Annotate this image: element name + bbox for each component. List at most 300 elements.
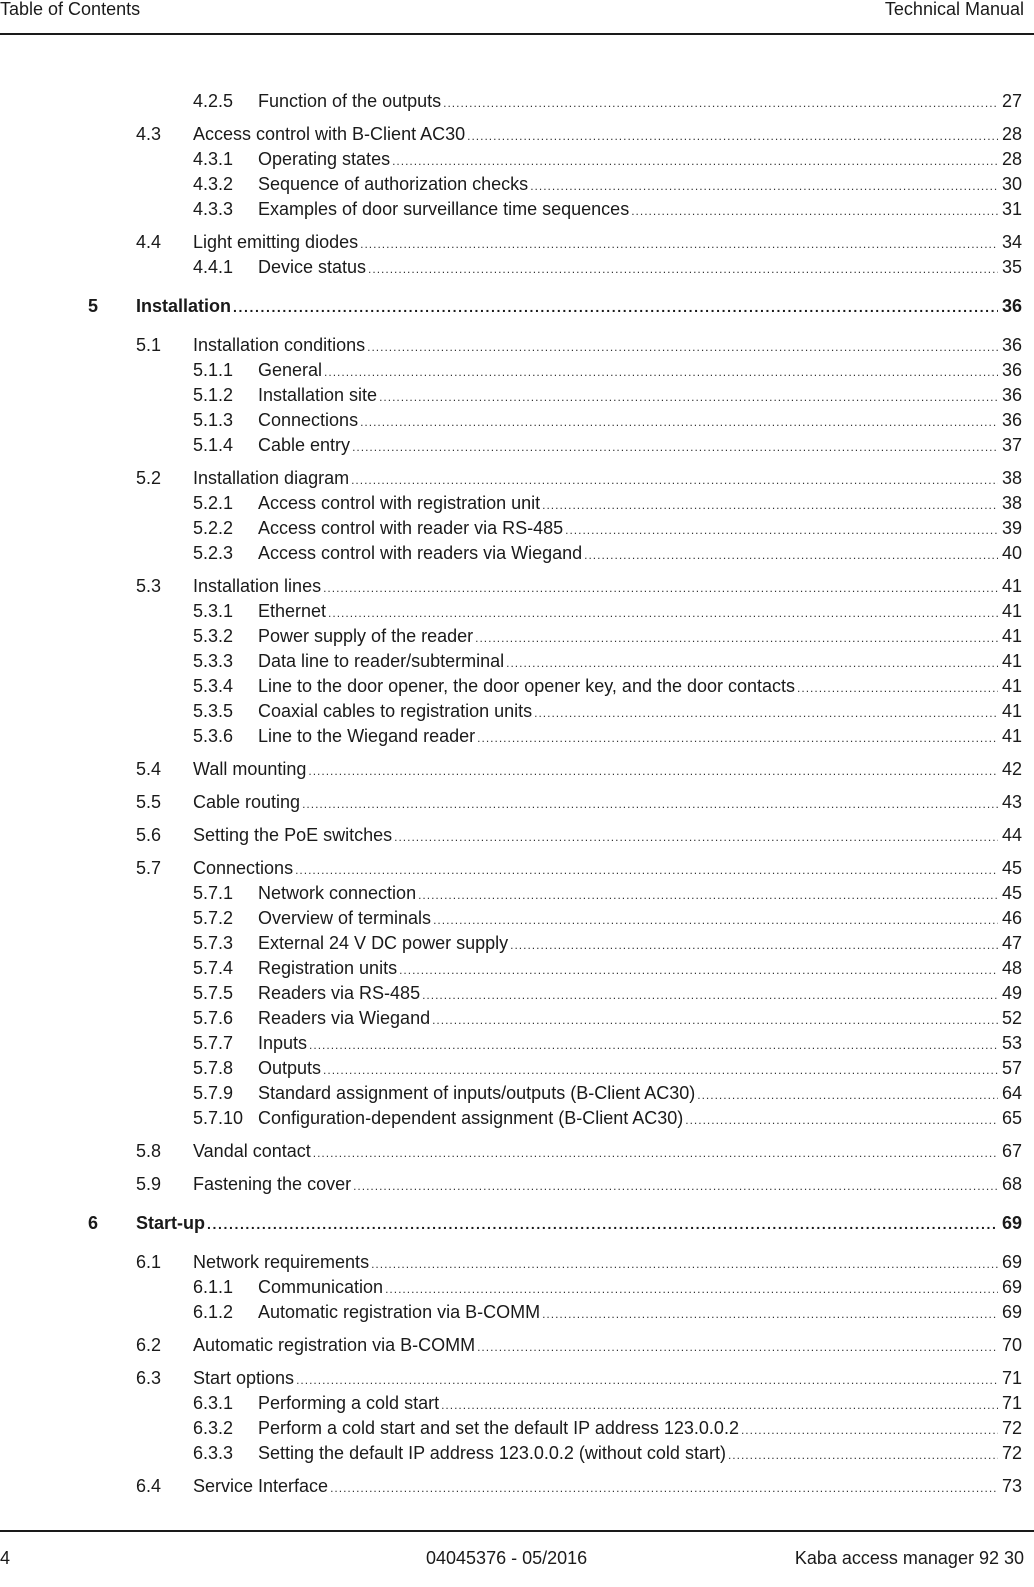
- toc-entry-number: 5.2.1: [193, 493, 234, 513]
- toc-entry-page[interactable]: 69: [1001, 1302, 1022, 1322]
- toc-dot-leader: [351, 468, 998, 493]
- toc-entry-title[interactable]: Fastening the cover: [193, 1174, 352, 1194]
- toc-entry-number: 5.7.8: [193, 1058, 234, 1078]
- toc-entry-title[interactable]: General: [258, 360, 323, 380]
- toc-entry-title[interactable]: Start-up: [136, 1213, 205, 1233]
- toc-entry-page[interactable]: 28: [1001, 124, 1022, 144]
- toc-entry-line: [258, 649, 1022, 676]
- toc-dot-leader: [313, 1141, 998, 1166]
- toc-entry-title[interactable]: Readers via Wiegand: [258, 1008, 431, 1028]
- toc-entry-5-3-5[interactable]: [0, 699, 1034, 724]
- toc-entry-number: 6.3.2: [193, 1418, 234, 1438]
- toc-entry-line: [193, 1474, 1022, 1501]
- toc-entry-line: [193, 1250, 1022, 1277]
- toc-entry-6-1-1[interactable]: [0, 1275, 1034, 1300]
- toc-entry-5-1-4[interactable]: [0, 433, 1034, 458]
- toc-entry-title[interactable]: Setting the default IP address 123.0.0.2 (without cold start): [258, 1443, 726, 1463]
- toc-entry-5-1[interactable]: [0, 333, 1034, 358]
- toc-dot-leader: [330, 1476, 998, 1501]
- toc-dot-leader: [360, 232, 998, 257]
- toc-entry-title[interactable]: Outputs: [258, 1058, 322, 1078]
- toc-entry-page[interactable]: 27: [1001, 91, 1022, 111]
- toc-entry-line: [193, 856, 1022, 883]
- toc-entry-line: [258, 1056, 1022, 1083]
- toc-entry-line: [193, 466, 1022, 493]
- toc-entry-5-1-1[interactable]: [0, 358, 1034, 383]
- toc-entry-number: 5.3.2: [193, 626, 234, 646]
- toc-dot-leader: [296, 1368, 998, 1393]
- toc-entry-number: 5.1.2: [193, 385, 234, 405]
- toc-entry-5-7-2[interactable]: [0, 906, 1034, 931]
- toc-entry-line: [258, 956, 1022, 983]
- toc-entry-line: [258, 724, 1022, 751]
- toc-entry-title[interactable]: Installation site: [258, 385, 378, 405]
- toc-dot-leader: [510, 933, 998, 958]
- toc-dot-leader: [565, 518, 998, 543]
- toc-entry-5-7-5[interactable]: [0, 981, 1034, 1006]
- toc-entry-number: 4.3.1: [193, 149, 234, 169]
- toc-entry-6-1[interactable]: [0, 1250, 1034, 1275]
- toc-entry-5-3-3[interactable]: [0, 649, 1034, 674]
- toc-entry-title[interactable]: Power supply of the reader: [258, 626, 474, 646]
- toc-entry-5-1-2[interactable]: [0, 383, 1034, 408]
- toc-entry-page[interactable]: 34: [1001, 232, 1022, 252]
- toc-entry-5-9[interactable]: [0, 1172, 1034, 1197]
- toc-dot-leader: [323, 1058, 998, 1083]
- toc-entry-6-3-3[interactable]: [0, 1441, 1034, 1466]
- toc-entry-title[interactable]: Coaxial cables to registration units: [258, 701, 533, 721]
- toc-dot-leader: [728, 1443, 998, 1468]
- toc-entry-number: 5.1: [136, 335, 162, 355]
- toc-entry-page[interactable]: 42: [1001, 759, 1022, 779]
- toc-entry-page[interactable]: 68: [1001, 1174, 1022, 1194]
- toc-entry-page[interactable]: 71: [1001, 1368, 1022, 1388]
- toc-entry-line: [258, 1106, 1022, 1133]
- toc-entry-page[interactable]: 64: [1001, 1083, 1022, 1103]
- toc-entry-line: [258, 516, 1022, 543]
- toc-entry-page[interactable]: 71: [1001, 1393, 1022, 1413]
- toc-entry-title[interactable]: Line to the door opener, the door opener key, and the door contacts: [258, 676, 796, 696]
- toc-entry-line: [193, 790, 1022, 817]
- toc-entry-line: [258, 172, 1022, 199]
- toc-entry-page[interactable]: 47: [1001, 933, 1022, 953]
- toc-dot-leader: [233, 295, 998, 320]
- toc-entry-title[interactable]: Start options: [193, 1368, 295, 1388]
- toc-entry-line: [193, 230, 1022, 257]
- toc-entry-title[interactable]: Installation conditions: [193, 335, 366, 355]
- toc-entry-line: [258, 624, 1022, 651]
- toc-entry-5-7-7[interactable]: [0, 1031, 1034, 1056]
- toc-entry-number: 5.7.7: [193, 1033, 234, 1053]
- toc-dot-leader: [399, 958, 998, 983]
- toc-dot-leader: [308, 759, 998, 784]
- toc-entry-line: [258, 433, 1022, 460]
- toc-entry-5-3-6[interactable]: [0, 724, 1034, 749]
- toc-entry-line: [258, 89, 1022, 116]
- toc-entry-line: [193, 122, 1022, 149]
- toc-entry-line: [193, 1333, 1022, 1360]
- toc-entry-line: [258, 699, 1022, 726]
- toc-entry-title[interactable]: Network requirements: [193, 1252, 370, 1272]
- toc-entry-page[interactable]: 48: [1001, 958, 1022, 978]
- toc-entry-number: 5.1.4: [193, 435, 234, 455]
- toc-entry-6[interactable]: [0, 1211, 1034, 1236]
- toc-entry-title[interactable]: Readers via RS-485: [258, 983, 421, 1003]
- toc-dot-leader: [360, 410, 998, 435]
- toc-entry-number: 5.7.2: [193, 908, 234, 928]
- toc-entry-6-1-2[interactable]: [0, 1300, 1034, 1325]
- toc-dot-leader: [352, 435, 998, 460]
- toc-entry-title[interactable]: Connections: [193, 858, 294, 878]
- toc-entry-5-3-4[interactable]: [0, 674, 1034, 699]
- page-footer: [0, 1530, 1034, 1587]
- toc-entry-line: [193, 1172, 1022, 1199]
- toc-entry-page[interactable]: 72: [1001, 1443, 1022, 1463]
- toc-entry-page[interactable]: 35: [1001, 257, 1022, 277]
- toc-entry-page[interactable]: 41: [1001, 701, 1022, 721]
- toc-entry-page[interactable]: 69: [1001, 1213, 1022, 1233]
- toc-entry-title[interactable]: Access control with reader via RS-485: [258, 518, 564, 538]
- toc-entry-number: 5.3: [136, 576, 162, 596]
- toc-entry-number: 5.7.4: [193, 958, 234, 978]
- toc-dot-leader: [797, 676, 998, 701]
- toc-entry-page[interactable]: 36: [1001, 385, 1022, 405]
- toc-entry-number: 5.9: [136, 1174, 162, 1194]
- toc-entry-title[interactable]: Light emitting diodes: [193, 232, 359, 252]
- toc-dot-leader: [443, 91, 998, 116]
- toc-entry-number: 5.7.3: [193, 933, 234, 953]
- toc-entry-4-4[interactable]: [0, 230, 1034, 255]
- toc-entry-page[interactable]: 36: [1001, 410, 1022, 430]
- toc-entry-number: 5.3.5: [193, 701, 234, 721]
- toc-entry-number: 5.7.6: [193, 1008, 234, 1028]
- toc-dot-leader: [685, 1108, 998, 1133]
- toc-entry-number: 5.5: [136, 792, 162, 812]
- toc-entry-title[interactable]: Perform a cold start and set the default IP address 123.0.0.2: [258, 1418, 739, 1438]
- toc-entry-5-1-3[interactable]: [0, 408, 1034, 433]
- toc-entry-5-7-10[interactable]: [0, 1106, 1034, 1131]
- toc-entry-number: 6.3.3: [193, 1443, 234, 1463]
- toc-dot-leader: [584, 543, 998, 568]
- toc-entry-5-4[interactable]: [0, 757, 1034, 782]
- toc-entry-5-7-8[interactable]: [0, 1056, 1034, 1081]
- toc-dot-leader: [697, 1083, 998, 1108]
- toc-entry-line: [258, 906, 1022, 933]
- toc-entry-line: [258, 881, 1022, 908]
- toc-dot-leader: [477, 1335, 998, 1360]
- toc-entry-title[interactable]: Overview of terminals: [258, 908, 432, 928]
- toc-entry-line: [258, 255, 1022, 282]
- toc-entry-page[interactable]: 41: [1001, 651, 1022, 671]
- toc-entry-page[interactable]: 40: [1001, 543, 1022, 563]
- toc-dot-leader: [422, 983, 998, 1008]
- toc-entry-5-5[interactable]: [0, 790, 1034, 815]
- toc-dot-leader: [371, 1252, 998, 1277]
- toc-entry-6-3[interactable]: [0, 1366, 1034, 1391]
- table-of-contents: [0, 89, 1034, 1499]
- toc-dot-leader: [394, 825, 998, 850]
- toc-entry-line: [258, 674, 1022, 701]
- toc-entry-title[interactable]: Automatic registration via B-COMM: [193, 1335, 476, 1355]
- toc-entry-title[interactable]: Sequence of authorization checks: [258, 174, 529, 194]
- toc-entry-number: 5.3.1: [193, 601, 234, 621]
- toc-entry-page[interactable]: 41: [1001, 726, 1022, 746]
- toc-entry-page[interactable]: 57: [1001, 1058, 1022, 1078]
- toc-entry-page[interactable]: 69: [1001, 1252, 1022, 1272]
- toc-entry-line: [258, 197, 1022, 224]
- toc-entry-page[interactable]: 52: [1001, 1008, 1022, 1028]
- toc-entry-6-3-1[interactable]: [0, 1391, 1034, 1416]
- toc-entry-title[interactable]: Line to the Wiegand reader: [258, 726, 476, 746]
- toc-entry-number: 4.4.1: [193, 257, 234, 277]
- toc-entry-page[interactable]: 65: [1001, 1108, 1022, 1128]
- toc-entry-page[interactable]: 45: [1001, 858, 1022, 878]
- toc-entry-title[interactable]: Examples of door surveillance time sequences: [258, 199, 630, 219]
- toc-dot-leader: [631, 199, 998, 224]
- toc-entry-title[interactable]: Device status: [258, 257, 367, 277]
- toc-entry-page[interactable]: 38: [1001, 493, 1022, 513]
- toc-entry-line: [258, 1300, 1022, 1327]
- toc-entry-page[interactable]: 37: [1001, 435, 1022, 455]
- toc-entry-line: [193, 757, 1022, 784]
- toc-entry-number: 5.8: [136, 1141, 162, 1161]
- toc-entry-number: 6.2: [136, 1335, 162, 1355]
- toc-entry-5-3-2[interactable]: [0, 624, 1034, 649]
- toc-entry-number: 5.3.3: [193, 651, 234, 671]
- toc-dot-leader: [392, 149, 998, 174]
- toc-entry-line: [258, 383, 1022, 410]
- toc-entry-4-4-1[interactable]: [0, 255, 1034, 280]
- toc-entry-number: 5.7.1: [193, 883, 234, 903]
- toc-entry-number: 6: [88, 1213, 99, 1233]
- toc-entry-number: 5: [88, 296, 99, 316]
- toc-dot-leader: [379, 385, 998, 410]
- toc-entry-number: 6.1.1: [193, 1277, 234, 1297]
- toc-entry-page[interactable]: 41: [1001, 601, 1022, 621]
- toc-entry-line: [193, 823, 1022, 850]
- toc-dot-leader: [530, 174, 998, 199]
- toc-entry-line: [193, 1139, 1022, 1166]
- toc-entry-page[interactable]: 28: [1001, 149, 1022, 169]
- toc-entry-page[interactable]: 46: [1001, 908, 1022, 928]
- toc-entry-title[interactable]: Ethernet: [258, 601, 327, 621]
- toc-entry-number: 4.3.3: [193, 199, 234, 219]
- header-document-title: Technical Manual: [884, 0, 1024, 19]
- toc-dot-leader: [441, 1393, 998, 1418]
- toc-dot-leader: [295, 858, 998, 883]
- toc-entry-page[interactable]: 72: [1001, 1418, 1022, 1438]
- toc-entry-line: [258, 1416, 1022, 1443]
- toc-dot-leader: [467, 124, 998, 149]
- toc-entry-5-3[interactable]: [0, 574, 1034, 599]
- toc-dot-leader: [534, 701, 998, 726]
- toc-dot-leader: [368, 257, 998, 282]
- toc-entry-number: 5.1.1: [193, 360, 234, 380]
- toc-entry-number: 4.2.5: [193, 91, 234, 111]
- toc-entry-line: [193, 333, 1022, 360]
- toc-entry-number: 5.7.5: [193, 983, 234, 1003]
- toc-entry-5-7-6[interactable]: [0, 1006, 1034, 1031]
- toc-entry-title[interactable]: Registration units: [258, 958, 398, 978]
- toc-entry-title[interactable]: Installation lines: [193, 576, 322, 596]
- toc-entry-title[interactable]: Operating states: [258, 149, 391, 169]
- toc-entry-5-7-4[interactable]: [0, 956, 1034, 981]
- toc-dot-leader: [309, 1033, 998, 1058]
- toc-entry-line: [258, 358, 1022, 385]
- toc-dot-leader: [432, 1008, 998, 1033]
- toc-entry-title[interactable]: Function of the outputs: [258, 91, 442, 111]
- toc-dot-leader: [542, 493, 998, 518]
- toc-entry-number: 4.4: [136, 232, 162, 252]
- toc-dot-leader: [302, 792, 998, 817]
- toc-entry-page[interactable]: 36: [1001, 296, 1022, 316]
- toc-entry-5-2-3[interactable]: [0, 541, 1034, 566]
- toc-entry-5-6[interactable]: [0, 823, 1034, 848]
- toc-entry-page[interactable]: 41: [1001, 626, 1022, 646]
- toc-entry-title[interactable]: Data line to reader/subterminal: [258, 651, 505, 671]
- toc-entry-number: 5.7.9: [193, 1083, 234, 1103]
- toc-entry-5-2[interactable]: [0, 466, 1034, 491]
- toc-entry-5-7[interactable]: [0, 856, 1034, 881]
- toc-entry-page[interactable]: 31: [1001, 199, 1022, 219]
- header-section-title: Table of Contents: [0, 0, 141, 19]
- toc-entry-4-2-5[interactable]: [0, 89, 1034, 114]
- toc-entry-number: 5.3.6: [193, 726, 234, 746]
- toc-entry-page[interactable]: 39: [1001, 518, 1022, 538]
- toc-dot-leader: [328, 601, 998, 626]
- toc-entry-5-8[interactable]: [0, 1139, 1034, 1164]
- toc-entry-line: [258, 491, 1022, 518]
- toc-entry-page[interactable]: 49: [1001, 983, 1022, 1003]
- toc-entry-number: 5.1.3: [193, 410, 234, 430]
- toc-entry-title[interactable]: Vandal contact: [193, 1141, 311, 1161]
- toc-entry-5-7-9[interactable]: [0, 1081, 1034, 1106]
- toc-entry-page[interactable]: 36: [1001, 335, 1022, 355]
- toc-entry-title[interactable]: External 24 V DC power supply: [258, 933, 509, 953]
- toc-entry-number: 6.1.2: [193, 1302, 234, 1322]
- toc-dot-leader: [353, 1174, 998, 1199]
- toc-entry-page[interactable]: 36: [1001, 360, 1022, 380]
- toc-entry-title[interactable]: Installation diagram: [193, 468, 350, 488]
- footer-product-name: Kaba access manager 92 30: [794, 1548, 1024, 1568]
- toc-entry-title[interactable]: Inputs: [258, 1033, 308, 1053]
- toc-entry-title[interactable]: Automatic registration via B-COMM: [258, 1302, 541, 1322]
- toc-entry-title[interactable]: Wall mounting: [193, 759, 307, 779]
- toc-entry-page[interactable]: 53: [1001, 1033, 1022, 1053]
- toc-entry-line: [258, 1275, 1022, 1302]
- toc-entry-page[interactable]: 41: [1001, 576, 1022, 596]
- toc-entry-title[interactable]: Service Interface: [193, 1476, 329, 1496]
- toc-entry-line: [258, 1006, 1022, 1033]
- toc-entry-page[interactable]: 73: [1001, 1476, 1022, 1496]
- toc-dot-leader: [418, 883, 998, 908]
- toc-entry-line: [136, 1211, 1022, 1237]
- toc-entry-title[interactable]: Installation: [136, 296, 232, 316]
- toc-entry-6-4[interactable]: [0, 1474, 1034, 1499]
- toc-entry-number: 6.3: [136, 1368, 162, 1388]
- page-header: [0, 0, 1034, 35]
- toc-entry-title[interactable]: Access control with registration unit: [258, 493, 541, 513]
- toc-entry-page[interactable]: 30: [1001, 174, 1022, 194]
- toc-entry-line: [258, 408, 1022, 435]
- toc-entry-title[interactable]: Configuration-dependent assignment (B-Client AC30): [258, 1108, 684, 1128]
- toc-entry-5-2-1[interactable]: [0, 491, 1034, 516]
- toc-entry-number: 6.3.1: [193, 1393, 234, 1413]
- toc-entry-number: 5.3.4: [193, 676, 234, 696]
- footer-document-number: 04045376 - 05/2016: [426, 1548, 588, 1568]
- toc-entry-page[interactable]: 38: [1001, 468, 1022, 488]
- toc-entry-number: 5.2.2: [193, 518, 234, 538]
- toc-entry-line: [258, 931, 1022, 958]
- toc-entry-title[interactable]: Connections: [258, 410, 359, 430]
- toc-entry-title[interactable]: Cable routing: [193, 792, 301, 812]
- toc-entry-title[interactable]: Access control with B-Client AC30: [193, 124, 466, 144]
- toc-entry-title[interactable]: Standard assignment of inputs/outputs (B-Client AC30): [258, 1083, 696, 1103]
- toc-entry-line: [258, 599, 1022, 626]
- toc-entry-4-3[interactable]: [0, 122, 1034, 147]
- toc-entry-page[interactable]: 43: [1001, 792, 1022, 812]
- toc-entry-number: 5.4: [136, 759, 162, 779]
- toc-entry-5-7-3[interactable]: [0, 931, 1034, 956]
- toc-entry-number: 6.1: [136, 1252, 162, 1272]
- toc-entry-page[interactable]: 45: [1001, 883, 1022, 903]
- toc-dot-leader: [506, 651, 998, 676]
- toc-entry-title[interactable]: Cable entry: [258, 435, 351, 455]
- toc-dot-leader: [741, 1418, 998, 1443]
- toc-entry-line: [258, 1391, 1022, 1418]
- toc-entry-4-3-3[interactable]: [0, 197, 1034, 222]
- toc-entry-title[interactable]: Performing a cold start: [258, 1393, 440, 1413]
- toc-dot-leader: [324, 360, 998, 385]
- toc-entry-line: [258, 1031, 1022, 1058]
- toc-entry-number: 5.6: [136, 825, 162, 845]
- toc-dot-leader: [367, 335, 998, 360]
- toc-entry-number: 5.7: [136, 858, 162, 878]
- toc-entry-page[interactable]: 69: [1001, 1277, 1022, 1297]
- toc-dot-leader: [433, 908, 998, 933]
- footer-page-number: 4: [0, 1548, 11, 1568]
- toc-entry-5[interactable]: [0, 294, 1034, 319]
- toc-dot-leader: [207, 1212, 998, 1237]
- toc-entry-page[interactable]: 67: [1001, 1141, 1022, 1161]
- toc-entry-number: 4.3: [136, 124, 162, 144]
- toc-dot-leader: [385, 1277, 998, 1302]
- toc-entry-5-7-1[interactable]: [0, 881, 1034, 906]
- toc-dot-leader: [323, 576, 998, 601]
- toc-entry-title[interactable]: Setting the PoE switches: [193, 825, 393, 845]
- toc-entry-title[interactable]: Network connection: [258, 883, 417, 903]
- toc-entry-line: [258, 981, 1022, 1008]
- toc-entry-5-2-2[interactable]: [0, 516, 1034, 541]
- toc-entry-title[interactable]: Access control with readers via Wiegand: [258, 543, 583, 563]
- toc-dot-leader: [475, 626, 998, 651]
- toc-entry-4-3-1[interactable]: [0, 147, 1034, 172]
- toc-entry-line: [258, 1441, 1022, 1468]
- toc-entry-page[interactable]: 70: [1001, 1335, 1022, 1355]
- toc-entry-6-2[interactable]: [0, 1333, 1034, 1358]
- toc-entry-number: 5.7.10: [193, 1108, 244, 1128]
- toc-entry-page[interactable]: 44: [1001, 825, 1022, 845]
- toc-entry-number: 4.3.2: [193, 174, 234, 194]
- toc-entry-number: 6.4: [136, 1476, 162, 1496]
- toc-entry-line: [258, 147, 1022, 174]
- toc-entry-title[interactable]: Communication: [258, 1277, 384, 1297]
- toc-entry-5-3-1[interactable]: [0, 599, 1034, 624]
- toc-entry-4-3-2[interactable]: [0, 172, 1034, 197]
- toc-dot-leader: [477, 726, 998, 751]
- toc-entry-6-3-2[interactable]: [0, 1416, 1034, 1441]
- toc-entry-page[interactable]: 41: [1001, 676, 1022, 696]
